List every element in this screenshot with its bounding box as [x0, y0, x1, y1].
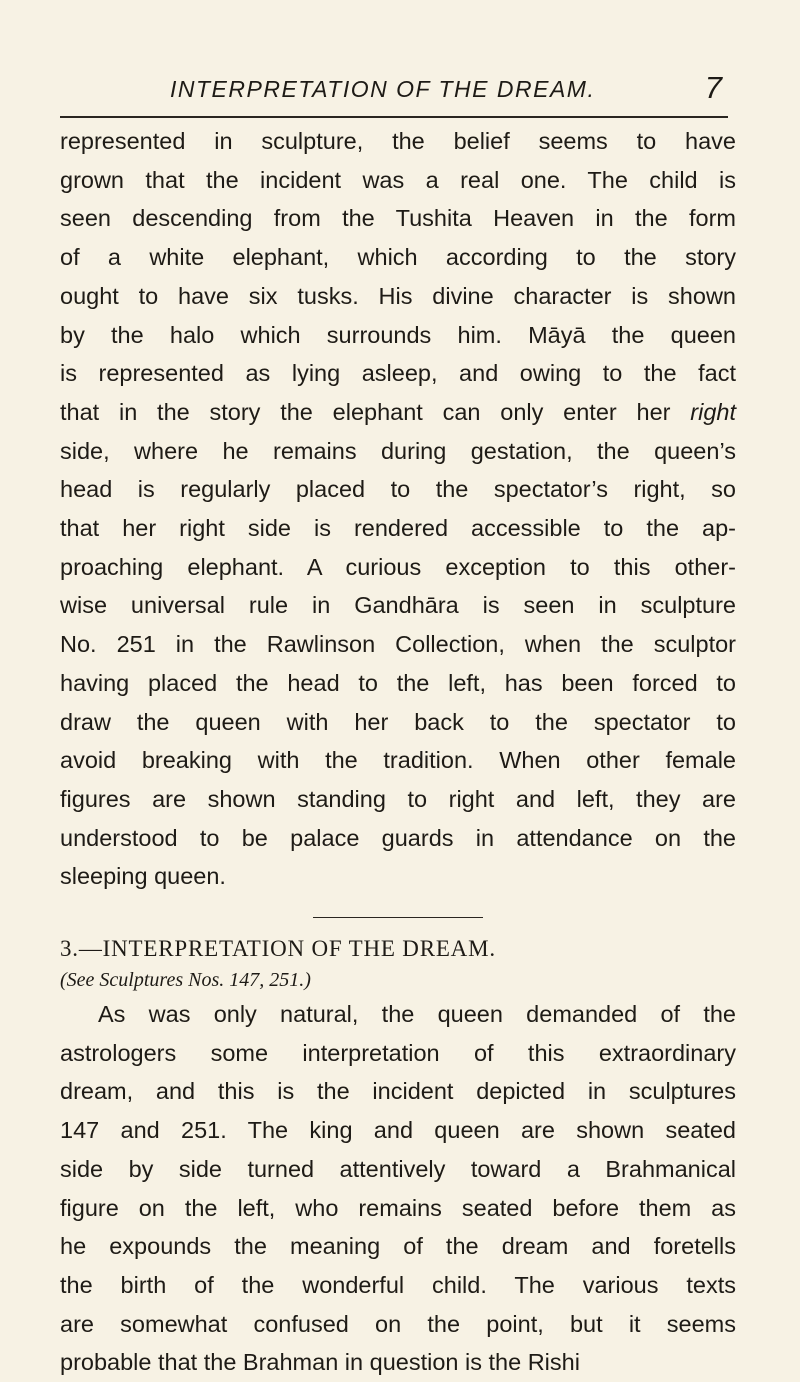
text-line: figure on the left, who remains seated before them as: [60, 1194, 736, 1221]
text-line: seen descending from the Tushita Heaven in the form: [60, 205, 736, 232]
text-line: avoid breaking with the tradition. When other female: [60, 747, 736, 774]
running-header: [60, 68, 728, 118]
text-line: side, where he remains during gestation, the queen’s: [60, 437, 736, 464]
text-line: the birth of the wonderful child. The various texts: [60, 1271, 736, 1298]
text-line: understood to be palace guards in attendance on the: [60, 824, 736, 851]
italic-word: right: [690, 398, 736, 425]
text-line: of a white elephant, which according to the story: [60, 244, 736, 271]
text-line: he expounds the meaning of the dream and foretells: [60, 1233, 736, 1260]
paragraph-2: [60, 995, 736, 1382]
text-line: No. 251 in the Rawlinson Collection, when the sculptor: [60, 631, 736, 658]
page-number: 7: [704, 70, 722, 105]
running-title: INTERPRETATION OF THE DREAM.: [170, 76, 596, 102]
text-line: As was only natural, the queen demanded of the: [98, 1001, 736, 1028]
text-line: astrologers some interpretation of this extraordinary: [60, 1039, 736, 1066]
text-line-with-italic: [60, 393, 736, 432]
text-line: represented in sculpture, the belief seems to have: [60, 128, 736, 154]
paragraph-1: [60, 122, 736, 896]
text-line: having placed the head to the left, has been forced to: [60, 669, 736, 696]
text-line: proaching elephant. A curious exception to this other-: [60, 553, 736, 580]
text-line: ought to have six tusks. His divine character is shown: [60, 282, 736, 309]
section-subheading: (See Sculptures Nos. 147, 251.): [60, 969, 311, 992]
text-line: dream, and this is the incident depicted in sculptures: [60, 1078, 736, 1105]
text-line: probable that the Brahman in question is the Rishi: [60, 1349, 580, 1376]
section-divider: [313, 917, 483, 918]
text-line: 147 and 251. The king and queen are shown seated: [60, 1117, 736, 1144]
text-line: wise universal rule in Gandhāra is seen in sculpture: [60, 592, 736, 619]
text-line: is represented as lying asleep, and owing to the fact: [60, 360, 736, 387]
text-segment: that in the story the elephant can only enter her: [60, 398, 671, 425]
text-line: draw the queen with her back to the spectator to: [60, 708, 736, 735]
text-line: side by side turned attentively toward a Brahmanical: [60, 1155, 736, 1182]
text-line: head is regularly placed to the spectator’s right, so: [60, 476, 736, 503]
text-line: are somewhat confused on the point, but it seems: [60, 1310, 736, 1337]
text-line: that her right side is rendered accessible to the ap-: [60, 515, 736, 542]
text-line: grown that the incident was a real one. The child is: [60, 166, 736, 193]
text-line: sleeping queen.: [60, 863, 226, 890]
text-line: by the halo which surrounds him. Māyā the queen: [60, 321, 736, 348]
text-line: figures are shown standing to right and left, they are: [60, 785, 736, 812]
section-heading: 3.—INTERPRETATION OF THE DREAM.: [60, 936, 496, 962]
body-text: [60, 122, 736, 1382]
